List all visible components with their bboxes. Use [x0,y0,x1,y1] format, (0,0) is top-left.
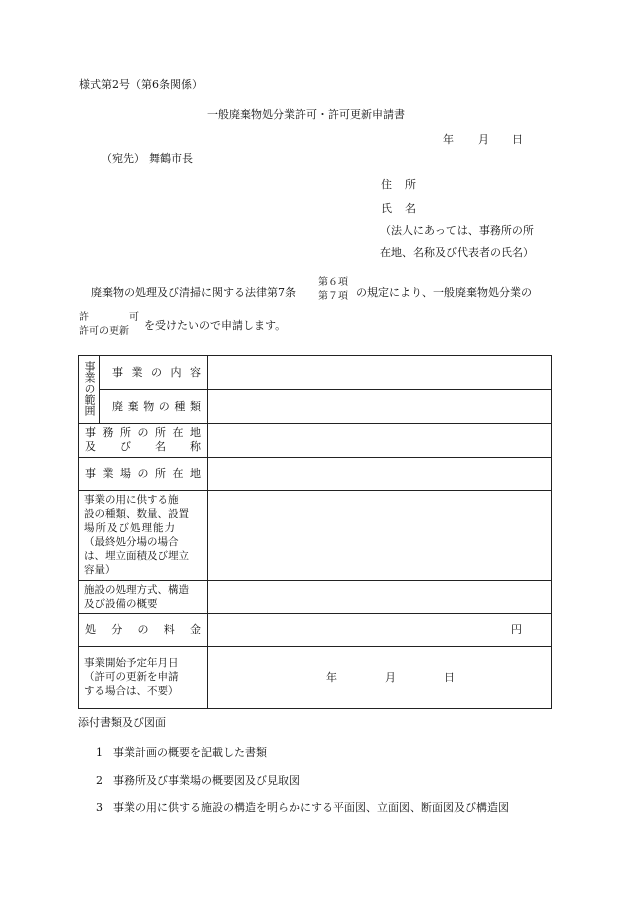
applicant-note-line2: 在地、名称及び代表者の氏名） [380,246,534,259]
addressee-name: 舞鶴市長 [149,152,193,165]
method-label: 施設の処理方式、構造 及び設備の概要 [84,584,189,610]
office-label-line1: 事 務 所 の 所 在 地 [85,426,201,439]
body-line2-suffix: を受けたいので申請します。 [144,319,287,332]
office-label-line2: 及 び 名 称 [85,440,201,453]
site-location-label: 事 業 場 の 所 在 地 [85,467,201,480]
attachment-num-3: 3 [96,801,103,814]
date-year: 年 [443,133,454,146]
attachment-num-2: 2 [96,774,103,787]
name-label-1: 氏 [381,202,392,215]
addressee-label: （宛先） [101,152,145,165]
address-label-1: 住 [381,178,392,191]
start-date-day: 日 [444,671,455,684]
clause-bottom: 第７項 [318,291,348,302]
name-label-2: 名 [405,202,416,215]
body-line1-prefix: 廃棄物の処理及び清掃に関する法律第7条 [91,286,296,299]
date-day: 日 [512,133,523,146]
document-title: 一般廃棄物処分業許可・許可更新申請書 [207,108,405,121]
facility-label: 事業の用に供する施 設の種類、数量、設置 場所及び処理能力 （最終処分場の場合 は、埋立面積及び埋立 容量） [84,494,189,576]
start-date-month: 月 [385,671,396,684]
attachments-heading: 添付書類及び図面 [78,716,166,729]
fee-unit: 円 [511,623,522,636]
fee-label: 処 分 の 料 金 [85,623,201,636]
date-month: 月 [478,133,489,146]
scope-label: 事業の範囲 [83,361,96,416]
application-table [78,355,552,709]
permit-bottom: 許可の更新 [79,326,129,337]
applicant-note-line1: （法人にあっては、事務所の所 [380,224,534,237]
clause-top: 第６項 [318,277,348,288]
waste-type-label: 廃 棄 物 の 種 類 [112,400,201,413]
body-line1-suffix: の規定により、一般廃棄物処分業の [356,286,532,299]
attachment-text-3: 事業の用に供する施設の構造を明らかにする平面図、立面図、断面図及び構造図 [113,801,509,814]
attachment-text-1: 事業計画の概要を記載した書類 [113,746,267,759]
attachment-num-1: 1 [96,746,103,759]
start-date-label: 事業開始予定年月日 （許可の更新を申請 する場合は、不要） [84,657,179,697]
business-content-label: 事 業 の 内 容 [112,366,201,379]
attachment-text-2: 事務所及び事業場の概要図及び見取図 [113,774,300,787]
permit-top-1: 許 [79,312,89,323]
address-label-2: 所 [405,178,416,191]
start-date-year: 年 [326,671,337,684]
permit-top-2: 可 [129,312,139,323]
form-number: 様式第2号（第6条関係） [79,78,203,91]
